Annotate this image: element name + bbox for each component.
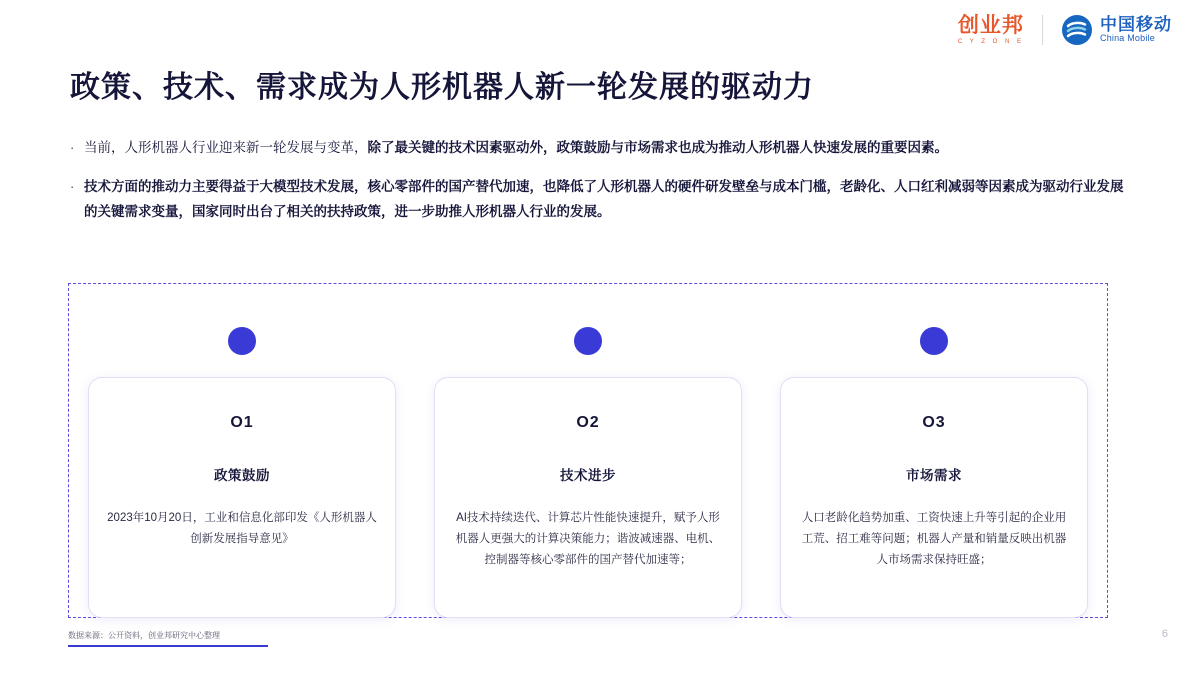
china-mobile-logo-en: China Mobile (1100, 33, 1155, 44)
bullet-text (84, 135, 948, 160)
chuangyebang-logo-cn: 创业邦 (957, 14, 1024, 37)
chuangyebang-logo-en: C Y Z O N E (957, 39, 1024, 45)
card-subtitle: 技术进步 (560, 467, 616, 483)
bullet-circle-icon (228, 327, 256, 355)
logo-bar (958, 14, 1172, 46)
bullet-text-bold: 技术方面的推动力主要得益于大模型技术发展，核心零部件的国产替代加速，也降低了人形机器人的硬件研发壁垒与成本门槛，老龄化、人口红利减弱等因素成为驱动行业发展的关键需求变量，国家同时出台了相关的扶持政策，进一步助推人形机器人行业的发展。 (84, 179, 1124, 219)
china-mobile-logo-icon (1061, 14, 1093, 46)
chuangyebang-logo (958, 15, 1024, 45)
bullet-marker: · (70, 140, 75, 155)
china-mobile-logo (1061, 14, 1172, 46)
footer-rule (68, 645, 268, 647)
card-column-1 (88, 283, 396, 618)
card-number: O1 (230, 413, 254, 431)
card-subtitle: 市场需求 (906, 467, 962, 483)
card-market-demand (780, 377, 1088, 618)
bullet-text-light: 当前，人形机器人行业迎来新一轮发展与变革， (84, 140, 368, 155)
page-number: 6 (1161, 628, 1168, 640)
card-subtitle: 政策鼓励 (214, 467, 270, 483)
card-technology (434, 377, 742, 618)
bullet-marker: · (70, 179, 75, 194)
card-number: O3 (922, 413, 946, 431)
bullet-item (70, 135, 1130, 160)
bullet-text (84, 174, 1130, 224)
bullet-item (70, 174, 1130, 224)
card-column-3 (780, 283, 1088, 618)
card-body: 人口老龄化趋势加重、工资快速上升等引起的企业用工荒、招工难等问题；机器人产量和销量反映出机器人市场需求保持旺盛； (801, 511, 1067, 566)
bullet-circle-icon (920, 327, 948, 355)
bullet-list (70, 135, 1130, 238)
logo-divider (1042, 15, 1043, 45)
card-body: AI技术持续迭代、计算芯片性能快速提升，赋予人形机器人更强大的计算决策能力；谐波减速器、电机、控制器等核心零部件的国产替代加速等； (455, 511, 721, 566)
card-body: 2023年10月20日，工业和信息化部印发《人形机器人创新发展指导意见》 (107, 511, 377, 545)
card-number: O2 (576, 413, 600, 431)
bullet-circle-icon (574, 327, 602, 355)
china-mobile-logo-cn: 中国移动 (1100, 15, 1172, 35)
bullet-text-bold: 除了最关键的技术因素驱动外，政策鼓励与市场需求也成为推动人形机器人快速发展的重要因素。 (367, 140, 948, 155)
card-group (68, 283, 1108, 618)
source-note: 数据来源：公开资料，创业邦研究中心整理 (68, 631, 220, 640)
card-policy (88, 377, 396, 618)
page-title: 政策、技术、需求成为人形机器人新一轮发展的驱动力 (70, 71, 814, 104)
card-column-2 (434, 283, 742, 618)
